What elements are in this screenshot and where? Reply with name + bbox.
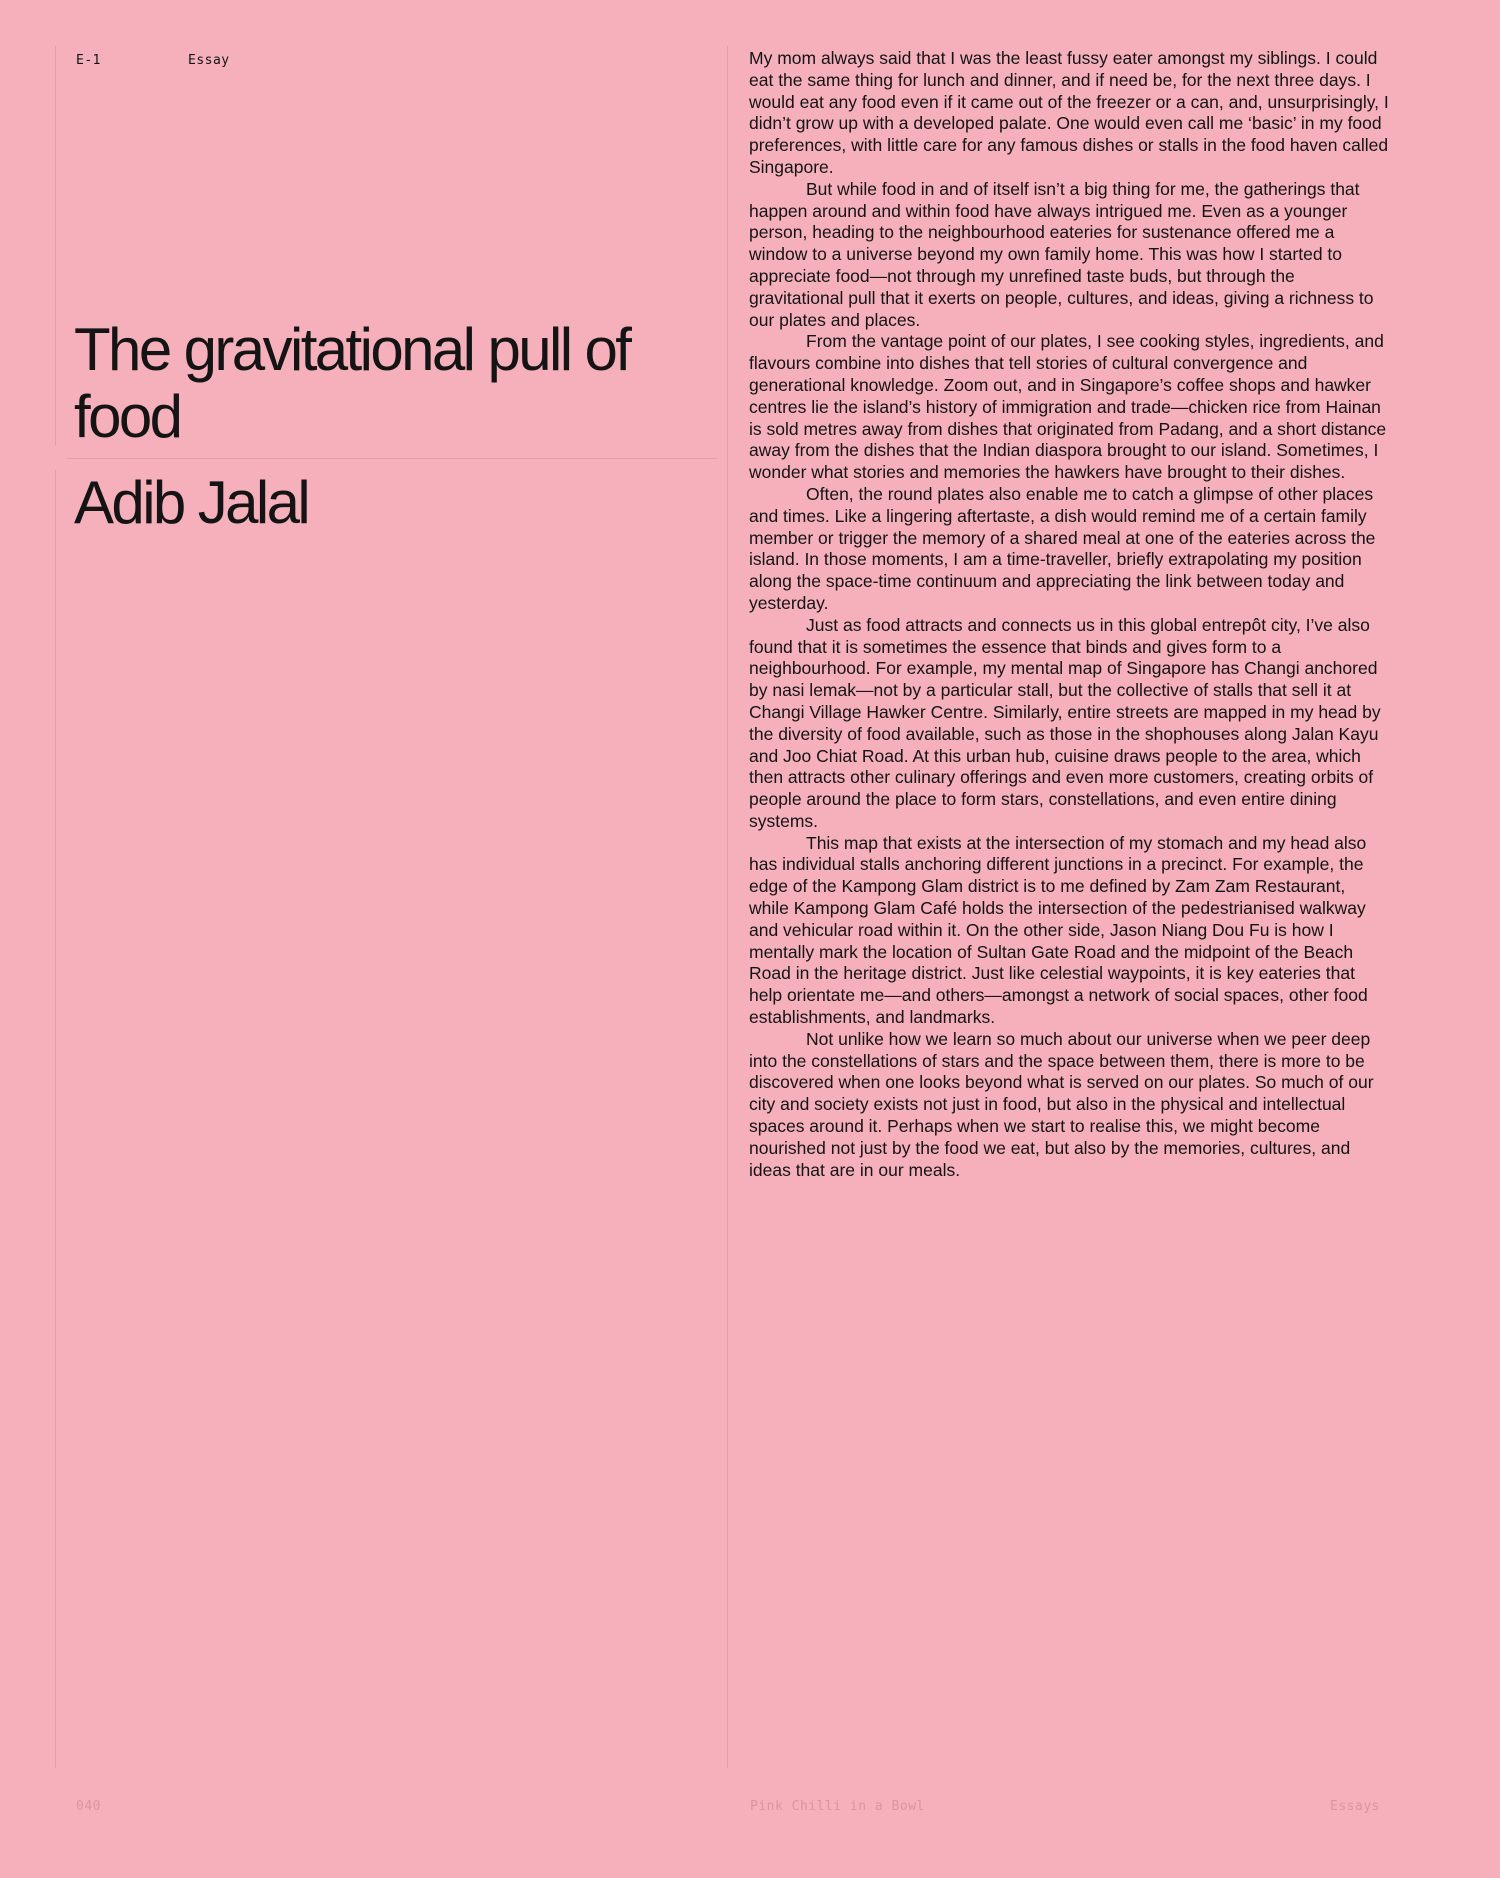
left-column-rule-top — [55, 46, 56, 446]
page-number: 040 — [76, 1799, 101, 1814]
section-name: Essays — [1330, 1799, 1380, 1814]
left-column-rule-bottom — [55, 470, 56, 1768]
article-title: The gravitational pull of food — [74, 316, 630, 450]
body-paragraph: Just as food attracts and connects us in this global entrepôt city, I’ve also found that it is sometimes the essence that binds and gives form to a neighbourhood. For example, my mental map of Singapore has Changi anchored by nasi lemak—not by a particular stall, but the collective of stalls that sell it at Changi Village Hawker Centre. Similarly, entire streets are mapped in my head by the diversity of food available, such as those in the shophouses along Jalan Kayu and Joo Chiat Road. At this urban hub, cuisine draws people to the area, which then attracts other culinary offerings and even more customers, creating orbits of people around the place to form stars, constellations, and even entire dining systems. — [749, 614, 1381, 831]
section-code: E-1 — [76, 53, 101, 68]
article-author: Adib Jalal — [74, 469, 309, 536]
body-paragraph: Not unlike how we learn so much about our universe when we peer deep into the constellations of stars and the space between them, there is more to be discovered when one looks beyond what is served on our plates. So much of our city and society exists not just in food, but also in the physical and intellectual spaces around it. Perhaps when we start to realise this, we might become nourished not just by the food we eat, but also by the memories, cultures, and ideas that are in our meals. — [749, 1028, 1374, 1180]
body-paragraph: Often, the round plates also enable me to catch a glimpse of other places and times. Like a lingering aftertaste, a dish would remind me of a certain family member or trigger the memory of a shared meal at one of the eateries across the island. In those moments, I am a time-traveller, briefly extrapolating my position along the space-time continuum and appreciating the link between today and yesterday. — [749, 483, 1376, 613]
article-body — [749, 48, 1389, 1181]
center-column-rule — [727, 46, 728, 1768]
body-paragraph: My mom always said that I was the least fussy eater amongst my siblings. I could eat the same thing for lunch and dinner, and if need be, for the next three days. I would eat any food even if it came out of the freezer or a can, and, unsurprisingly, I didn’t grow up with a developed palate. One would even call me ‘basic’ in my food preferences, with little care for any famous dishes or stalls in the food haven called Singapore. — [749, 48, 1389, 177]
body-paragraph: This map that exists at the intersection of my stomach and my head also has individual stalls anchoring different junctions in a precinct. For example, the edge of the Kampong Glam district is to me defined by Zam Zam Restaurant, while Kampong Glam Café holds the intersection of the pedestrianised walkway and vehicular road within it. On the other side, Jason Niang Dou Fu is how I mentally mark the location of Sultan Gate Road and the midpoint of the Beach Road in the heritage district. Just like celestial waypoints, it is key eateries that help orientate me—and others—amongst a network of social spaces, other food establishments, and landmarks. — [749, 832, 1368, 1028]
title-divider — [67, 458, 717, 459]
section-kind: Essay — [188, 53, 230, 68]
body-paragraph: From the vantage point of our plates, I see cooking styles, ingredients, and flavours combine into dishes that tell stories of cultural convergence and generational knowledge. Zoom out, and in Singapore’s coffee shops and hawker centres lie the island’s history of immigration and trade—chicken rice from Hainan is sold metres away from dishes that originated from Padang, and a short distance away from the dishes that the Indian diaspora brought to our island. Sometimes, I wonder what stories and memories the hawkers have brought to their dishes. — [749, 331, 1387, 483]
body-paragraph: But while food in and of itself isn’t a big thing for me, the gatherings that happen around and within food have always intrigued me. Even as a younger person, heading to the neighbourhood eateries for sustenance offered me a window to a universe beyond my own family home. This was how I started to appreciate food—not through my unrefined taste buds, but through the gravitational pull that it exerts on people, cultures, and ideas, giving a richness to our plates and places. — [749, 178, 1374, 330]
book-title: Pink Chilli in a Bowl — [750, 1799, 925, 1814]
